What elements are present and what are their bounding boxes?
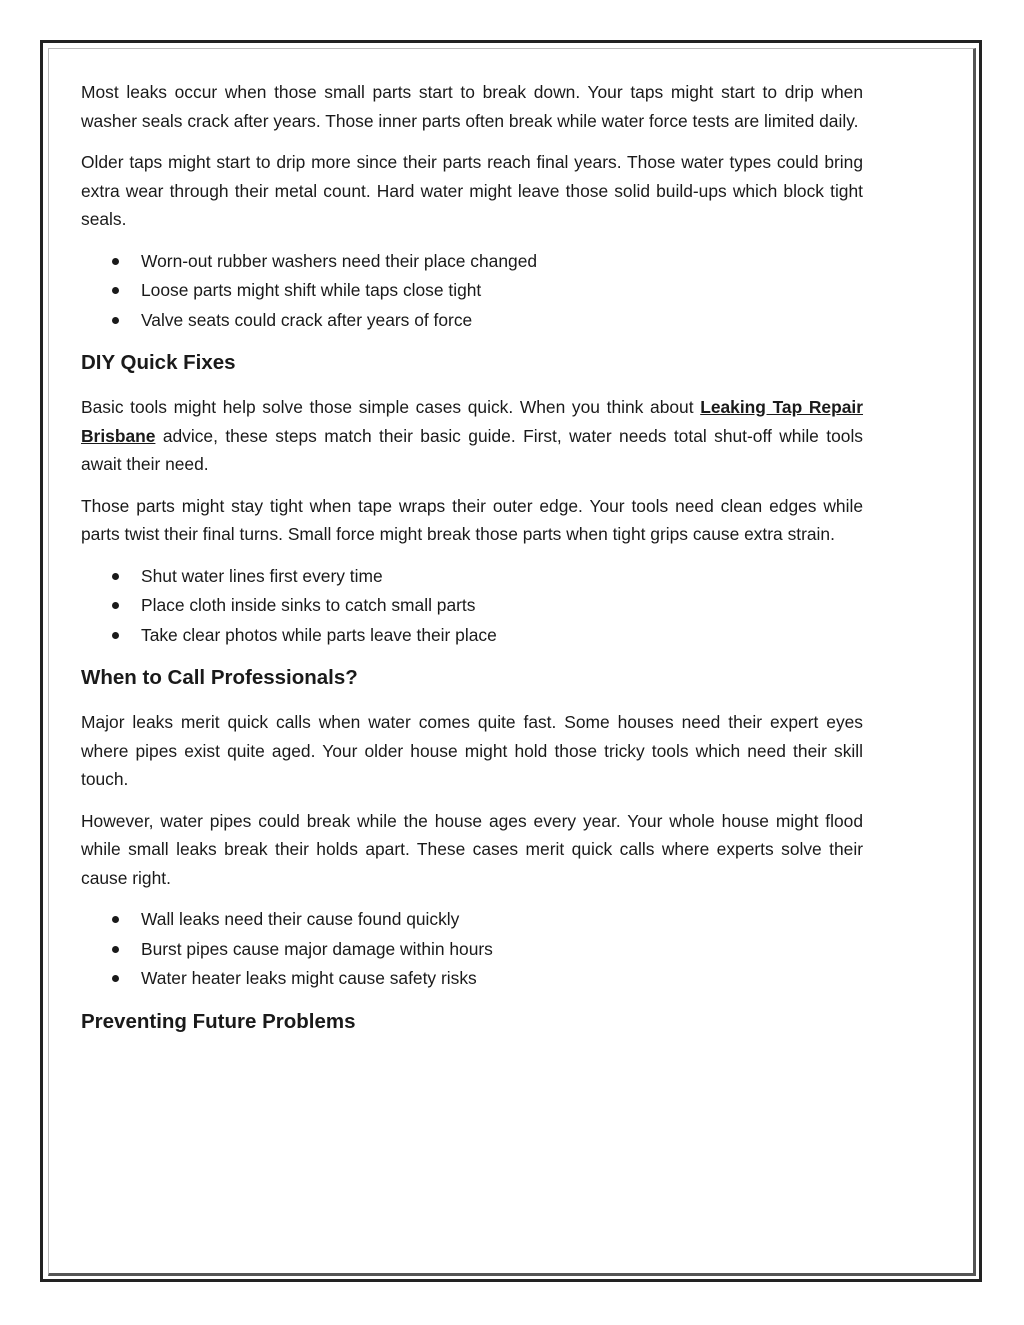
diy-paragraph-1 (81, 393, 863, 479)
diy-heading: DIY Quick Fixes (81, 351, 236, 374)
intro-paragraph-1: Most leaks occur when those small parts start to break down. Your taps might start to drip when washer seals crack after years. Those inner parts often break while water force tests are limited daily. (81, 82, 863, 131)
list-item (81, 935, 863, 965)
professionals-heading: When to Call Professionals? (81, 666, 358, 689)
list-item-text: Take clear photos while parts leave their place (141, 624, 497, 645)
professionals-paragraph-2: However, water pipes could break while the house ages every year. Your whole house might flood while small leaks break their holds apart. These cases merit quick calls where experts solve their cause right. (81, 810, 863, 888)
bullet-icon (112, 916, 119, 923)
bullet-icon (112, 602, 119, 609)
list-item-text: Burst pipes cause major damage within hours (141, 938, 493, 959)
leaking-tap-repair-link[interactable]: Leaking Tap Repair Brisbane (81, 397, 863, 446)
diy-bullet-list (81, 562, 863, 651)
list-item (81, 306, 863, 336)
document-body (81, 78, 863, 1052)
intro-paragraph-2: Older taps might start to drip more since their parts reach final years. Those water types could bring extra wear through their metal count. Hard water might leave those solid build-ups which block tight seals. (81, 152, 863, 229)
diy-paragraph-1-start: Basic tools might help solve those simple cases quick. When you think about (81, 397, 701, 417)
diy-paragraph-2: Those parts might stay tight when tape wraps their outer edge. Your tools need clean edges while parts twist their final turns. Small force might break those parts when tight grips cause extra strain. (81, 495, 863, 544)
list-item-text: Shut water lines first every time (141, 565, 383, 586)
diy-paragraph-1-end: advice, these steps match their basic guide. First, water needs total shut-off while tools await their need. (81, 425, 863, 474)
bullet-icon (112, 946, 119, 953)
professionals-paragraph-1: Major leaks merit quick calls when water comes quite fast. Some houses need their expert eyes where pipes exist quite aged. Your older house might hold those tricky tools which need their skill touch. (81, 712, 863, 789)
list-item-text: Place cloth inside sinks to catch small parts (141, 595, 476, 615)
list-item-text: Valve seats could crack after years of force (141, 309, 473, 330)
list-item (81, 905, 863, 935)
list-item-text: Water heater leaks might cause safety risks (141, 968, 477, 988)
list-item (81, 276, 863, 306)
list-item (81, 591, 863, 621)
prevention-heading: Preventing Future Problems (81, 1009, 356, 1033)
bullet-icon (112, 258, 119, 265)
intro-bullet-list (81, 247, 863, 336)
list-item (81, 621, 863, 651)
professionals-bullet-list (81, 905, 863, 994)
bullet-icon (112, 975, 119, 982)
bullet-icon (112, 317, 119, 324)
list-item (81, 562, 863, 592)
list-item (81, 964, 863, 994)
list-item-text: Worn-out rubber washers need their place changed (141, 250, 538, 271)
bullet-icon (112, 287, 119, 294)
list-item (81, 247, 863, 277)
list-item-text: Wall leaks need their cause found quickly (141, 909, 460, 929)
list-item-text: Loose parts might shift while taps close tight (141, 280, 482, 300)
bullet-icon (112, 573, 119, 580)
bullet-icon (112, 632, 119, 639)
